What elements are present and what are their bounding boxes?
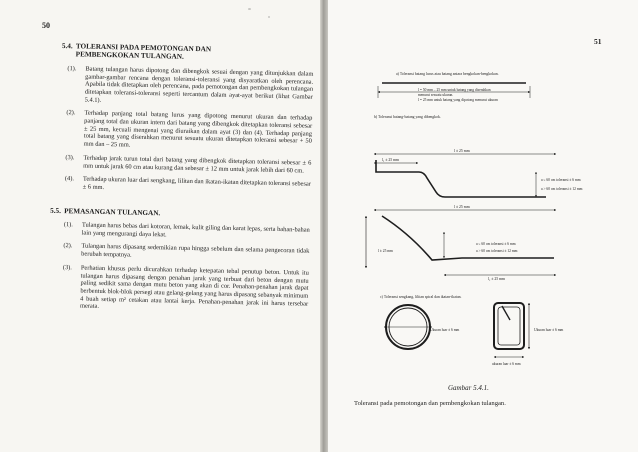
right-page-number: 51 [594,37,602,46]
paragraph-item [59,154,311,175]
scan-speck [268,16,270,18]
item-number: (1). [67,64,77,73]
item-number: (2). [63,242,73,250]
scan-speck [248,8,251,10]
dim-bottom-text: l₂ ± 25 mm [488,277,506,281]
item-text: Terhadap jarak turun total dari batang yang dibengkok ditetapkan toleransi sebesar ± 6 mm untuk jarak 60 cm atau kurang dan sebesar ± 12 mm untuk jarak lebih dari 60 cm. [83,154,312,175]
dim-mid-text: l ± 25 mm [454,205,470,209]
paragraph-item [56,264,309,316]
item-number: (3). [65,153,75,162]
item-text: Terhadap ukuran luar dari sengkang, lilitan dan ikatan-ikatan ditetapkan toleransi sebesar ± 6 mm. [82,175,311,191]
section-5-5-heading [50,206,310,220]
hooked-bar [382,216,554,260]
section-title-line2: PEMBENGKOKAN TULANGAN. [75,50,184,62]
dim-l1-text: l₁ ± 25 mm [382,158,400,162]
item-number: (1). [63,221,73,229]
rectangular-stirrup [494,303,524,349]
item-text: Tulangan harus dipasang sedemikian rupa hingga sebelum dan selama pengecoran tidak berubah tempatnya. [81,242,310,259]
left-page-content [50,42,314,316]
paragraph-item [57,242,309,263]
caption-b: b) Toleransi batang-batang yang dibengkok. [374,115,441,119]
section-number: 5.5. [50,206,62,215]
caption-c: c) Toleransi sengkang, lilitan spiral dan ikatan-ikatan. [380,295,462,299]
rectangular-stirrup-inner [498,307,520,345]
item-number: (3). [62,263,73,272]
dim-a-text-1b: menurut sesuatu ukuran. [418,93,454,97]
section-title-line1: TOLERANSI PADA PEMOTONGAN DAN [75,42,212,54]
tol-text-4: a > 60 cm toleransi ± 12 mm [476,249,518,253]
tol-text-1: a ≤ 60 cm toleransi ± 6 mm [541,178,581,182]
paragraph-item [58,221,310,242]
cranked-bar [376,160,546,197]
dim-a-text-2: l = 25 mm untuk batang yang dipotong menurut ukuran [418,98,498,102]
figure-title: Gambar 5.4.1. [448,384,489,392]
stirrup-hook [502,306,510,320]
item-text: Perhatian khusus perlu dicurahkan terhadap ketepatan tebal penutup beton. Untuk itu tulangan harus dipasang dengan penahan jarak yang terbuat dari beton dengan mutu paling sedikit sama dengan mutu beton yang akan di cor. Penahan-penahan jarak dapat berbentuk blok-blok persegi atau gelang-gelang yang harus dipasang sebanyak minimum 4 buah setiap m² cetakan atau lantai kerja. Penahan-penahan jarak ini harus tersebar merata. [79,264,309,311]
tol-text-2: a > 60 cm toleransi ± 12 mm [541,187,583,191]
label-rect-bottom: ukuran luar ± 6 mm [492,362,521,366]
dim-left-text: l ± 25 mm [378,249,393,253]
dim-top-text: l ± 25 mm [454,149,470,153]
item-text: Terhadap panjang total batang lurus yang dipotong menurut ukuran dan terhadap panjang total dan ukuran intern dari batang yang dibengkok ditetapkan toleransi sebesar ± 25 mm, kecuali mengenai yang diuraikan dalam ayat (3) dan (4). Terhadap panjang total batang yang diserahkan menurut sesuatu ukuran ditetapkan toleransi sebesar + 50 mm dan – 25 mm. [83,109,313,149]
tolerance-figure [326,0,638,452]
section-number: 5.4. [61,42,73,51]
paragraph-item [59,175,311,196]
figure-caption: Toleransi pada pemotongan dan pembengkokan tulangan. [354,400,506,407]
item-text: Tulangan harus bebas dari kotoran, lemak, kulit giling dan karat lepas, serta bahan-bahan lain yang mengurangi daya lekat. [81,221,310,239]
left-page-number: 50 [42,21,50,30]
item-text: Batang tulangan harus dipotong dan dibengkok sesuai dengan yang ditunjukkan dalam gambar-gambar rencana dengan toleransi-toleransi yang disyaratkan oleh perencana. Apabila tidak ditetapkan oleh perencana, pada pemotongan dan pembengkokan tulangan ditetapkan toleransi-toleransi seperti tercantum dalam ayat-ayat berikut (lihat Gambar 5.4.1). [84,65,314,104]
dim-a-text-1: l = 50 mm – 25 mm untuk batang yang diserahkan [418,88,491,92]
tol-text-3: a ≤ 60 cm toleransi ± 6 mm [476,242,516,246]
item-number: (2). [66,109,76,117]
label-rect-side: Ukuran luar ± 6 mm [534,328,564,332]
section-title: PEMASANGAN TULANGAN. [64,206,161,217]
paragraph-item [60,109,313,153]
item-number: (4). [64,175,75,183]
label-circle: Ukuran luar ± 6 mm [430,328,460,332]
section-title [76,42,212,62]
paragraph-item [61,65,314,109]
caption-a: a) Toleransi batang lurus atau batang antara bengkokan-bengkokan. [396,72,499,76]
